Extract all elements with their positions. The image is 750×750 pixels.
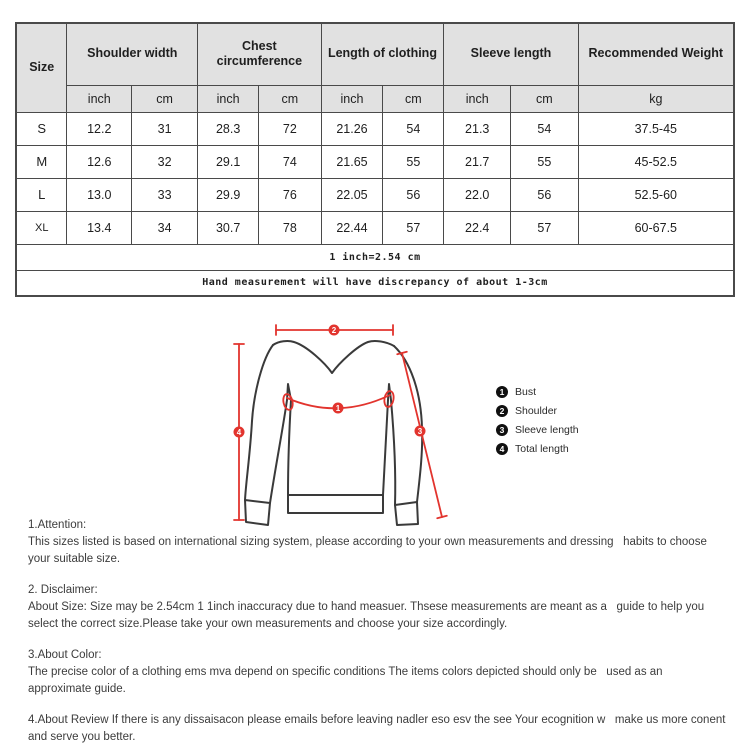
note-heading: 2. Disclaimer: [28, 584, 98, 596]
cell-value: 56 [511, 178, 578, 211]
cell-value: 34 [132, 211, 198, 244]
size-label: M [16, 145, 67, 178]
sleeve-marker-number: 3 [417, 427, 423, 436]
legend-label: Bust [515, 385, 537, 398]
cell-value: 13.4 [67, 211, 132, 244]
cell-value: 21.65 [321, 145, 383, 178]
sweater-measurement-diagram [225, 316, 455, 531]
legend-number-icon: 1 [496, 386, 508, 398]
cell-value: 31 [132, 112, 198, 145]
measurement-annotations [234, 325, 447, 521]
note-body: This sizes listed is based on international sizing system, please according to your own measurements and dressing habits to choose your suitable size. [28, 536, 711, 565]
sweater-outline-drawing [245, 341, 422, 525]
cell-value: 54 [383, 112, 444, 145]
note-section-about-color [28, 647, 728, 698]
cell-value: 29.9 [198, 178, 259, 211]
cell-weight: 37.5-45 [578, 112, 734, 145]
subheader-inch: inch [321, 85, 383, 112]
legend-number-icon: 2 [496, 405, 508, 417]
cell-value: 12.6 [67, 145, 132, 178]
cell-value: 32 [132, 145, 198, 178]
col-header-sleeve-length: Sleeve length [444, 23, 578, 85]
subheader-cm: cm [511, 85, 578, 112]
cell-value: 12.2 [67, 112, 132, 145]
col-header-recommended-weight: Recommended Weight [578, 23, 734, 85]
subheader-cm: cm [132, 85, 198, 112]
cell-value: 22.0 [444, 178, 511, 211]
cell-value: 57 [383, 211, 444, 244]
legend-number-icon: 4 [496, 443, 508, 455]
note-body: 4.About Review If there is any dissaisacon please emails before leaving nadler eso esv the see Your ecognition w make us more conent and serve you better. [28, 714, 729, 743]
total-length-marker-number: 4 [236, 428, 242, 437]
note-section-attention [28, 517, 728, 568]
cell-value: 21.7 [444, 145, 511, 178]
col-header-size: Size [16, 23, 67, 112]
note-inch-conversion: 1 inch=2.54 cm [16, 244, 734, 270]
size-label: XL [16, 211, 67, 244]
table-row-m [16, 145, 734, 178]
size-label: L [16, 178, 67, 211]
col-header-shoulder-width: Shoulder width [67, 23, 198, 85]
legend-item-shoulder [496, 401, 579, 420]
cell-value: 55 [383, 145, 444, 178]
legend-item-sleeve-length [496, 420, 579, 439]
cell-value: 54 [511, 112, 578, 145]
note-body: About Size: Size may be 2.54cm 1 1inch inaccuracy due to hand measuer. Thsese measurements are meant as a guide to help you select the correct size.Please take your own measurements and choose your size accordingly. [28, 601, 708, 630]
cell-weight: 60-67.5 [578, 211, 734, 244]
measurement-legend [496, 382, 579, 458]
cell-value: 55 [511, 145, 578, 178]
cell-value: 13.0 [67, 178, 132, 211]
subheader-cm: cm [259, 85, 321, 112]
table-row-xl [16, 211, 734, 244]
cell-value: 29.1 [198, 145, 259, 178]
notes-block [28, 517, 728, 750]
legend-label: Sleeve length [515, 423, 579, 436]
bust-marker-number: 1 [335, 404, 341, 413]
size-table [15, 22, 735, 297]
note-body: The precise color of a clothing ems mva depend on specific conditions The items colors depicted should only be used as an approximate guide. [28, 666, 666, 695]
cell-value: 21.26 [321, 112, 383, 145]
legend-item-bust [496, 382, 579, 401]
note-measurement-discrepancy: Hand measurement will have discrepancy of about 1-3cm [16, 270, 734, 296]
subheader-kg: kg [578, 85, 734, 112]
legend-label: Total length [515, 442, 569, 455]
subheader-cm: cm [383, 85, 444, 112]
table-row-l [16, 178, 734, 211]
note-heading: 1.Attention: [28, 519, 87, 531]
table-note-row [16, 244, 734, 270]
size-label: S [16, 112, 67, 145]
cell-value: 57 [511, 211, 578, 244]
col-header-chest-circumference: Chest circumference [198, 23, 321, 85]
subheader-inch: inch [198, 85, 259, 112]
legend-number-icon: 3 [496, 424, 508, 436]
note-heading: 3.About Color: [28, 649, 102, 661]
cell-value: 28.3 [198, 112, 259, 145]
note-section-about-review [28, 712, 728, 746]
cell-value: 30.7 [198, 211, 259, 244]
legend-label: Shoulder [515, 404, 558, 417]
cell-value: 74 [259, 145, 321, 178]
cell-weight: 52.5-60 [578, 178, 734, 211]
col-header-length-of-clothing: Length of clothing [321, 23, 444, 85]
table-note-row [16, 270, 734, 296]
cell-value: 78 [259, 211, 321, 244]
legend-item-total-length [496, 439, 579, 458]
cell-value: 22.4 [444, 211, 511, 244]
cell-value: 33 [132, 178, 198, 211]
subheader-inch: inch [67, 85, 132, 112]
note-section-disclaimer [28, 582, 728, 633]
cell-value: 21.3 [444, 112, 511, 145]
table-row-s [16, 112, 734, 145]
cell-weight: 45-52.5 [578, 145, 734, 178]
subheader-inch: inch [444, 85, 511, 112]
cell-value: 56 [383, 178, 444, 211]
shoulder-marker-number: 2 [331, 326, 337, 335]
cell-value: 22.05 [321, 178, 383, 211]
cell-value: 72 [259, 112, 321, 145]
cell-value: 22.44 [321, 211, 383, 244]
cell-value: 76 [259, 178, 321, 211]
